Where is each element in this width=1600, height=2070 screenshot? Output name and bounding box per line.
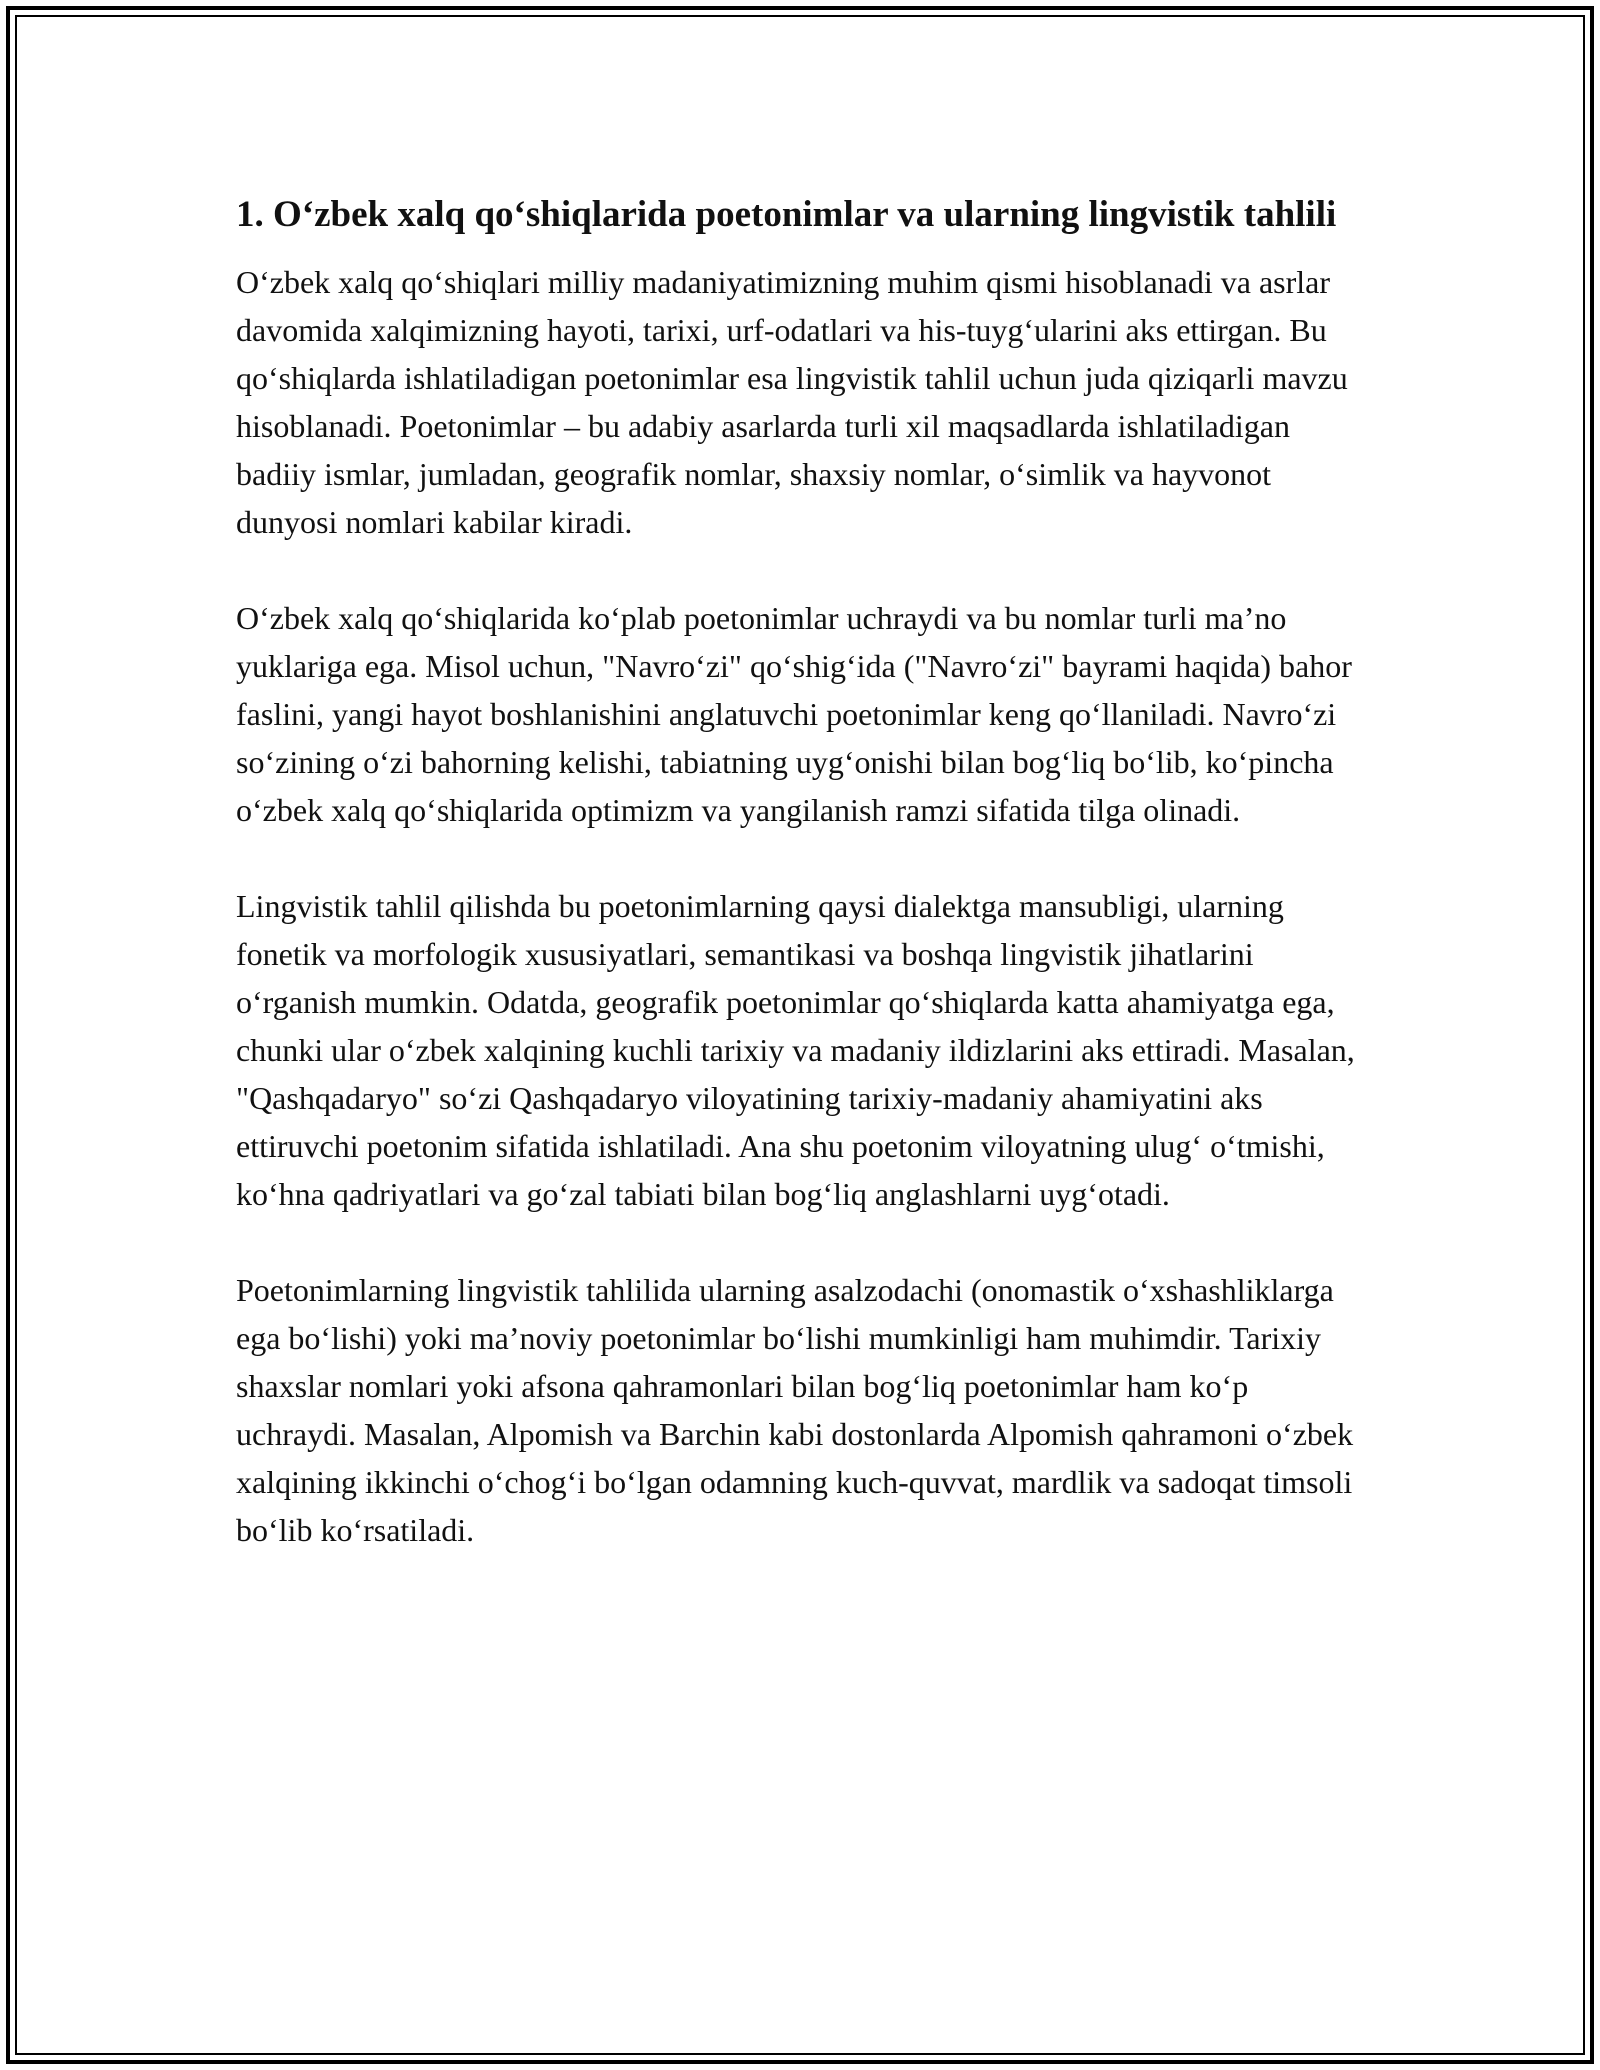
page-title: 1. O‘zbek xalq qo‘shiqlarida poetonimlar va ularning lingvistik tahlili [236,194,1337,235]
paragraph-3: Lingvistik tahlil qilishda bu poetonimlarning qaysi dialektga mansubligi, ularning fonetik va morfologik xususiyatlari, semantikasi va boshqa lingvistik jihatlarini o‘rganish mumkin. Odatda, geografik poetonimlar qo‘shiqlarda katta ahamiyatga ega, chunki ular o‘zbek xalqining kuchli tarixiy va madaniy ildizlarini aks ettiradi. Masalan, "Qashqadaryo" so‘zi Qashqadaryo viloyatining tarixiy-madaniy ahamiyatini aks ettiruvchi poetonim sifatida ishlatiladi. Ana shu poetonim viloyatning ulug‘ o‘tmishi, ko‘hna qadriyatlari va go‘zal tabiati bilan bog‘liq anglashlarni uyg‘otadi. [236,888,1355,1212]
paragraph-4: Poetonimlarning lingvistik tahlilida ularning asalzodachi (onomastik o‘xshashliklarga ega bo‘lishi) yoki ma’noviy poetonimlar bo‘lishi mumkinligi ham muhimdir. Tarixiy shaxslar nomlari yoki afsona qahramonlari bilan bog‘liq poetonimlar ham ko‘p uchraydi. Masalan, Alpomish va Barchin kabi dostonlarda Alpomish qahramoni o‘zbek xalqining ikkinchi o‘chog‘i bo‘lgan odamning kuch-quvvat, mardlik va sadoqat timsoli bo‘lib ko‘rsatiladi. [236,1272,1354,1548]
paragraph-2: O‘zbek xalq qo‘shiqlarida ko‘plab poetonimlar uchraydi va bu nomlar turli ma’no yuklariga ega. Misol uchun, "Navro‘zi" qo‘shig‘ida ("Navro‘zi" bayrami haqida) bahor faslini, yangi hayot boshlanishini anglatuvchi poetonimlar keng qo‘llaniladi. Navro‘zi so‘zining o‘zi bahorning kelishi, tabiatning uyg‘onishi bilan bog‘liq bo‘lib, ko‘pincha o‘zbek xalq qo‘shiqlarida optimizm va yangilanish ramzi sifatida tilga olinadi. [236,600,1352,828]
paragraph-1: O‘zbek xalq qo‘shiqlari milliy madaniyatimizning muhim qismi hisoblanadi va asrlar davomida xalqimizning hayoti, tarixi, urf-odatlari va his-tuyg‘ularini aks ettirgan. Bu qo‘shiqlarda ishlatiladigan poetonimlar esa lingvistik tahlil uchun juda qiziqarli mavzu hisoblanadi. Poetonimlar – bu adabiy asarlarda turli xil maqsadlarda ishlatiladigan badiiy ismlar, jumladan, geografik nomlar, shaxsiy nomlar, o‘simlik va hayvonot dunyosi nomlari kabilar kiradi. [236,264,1348,540]
document-page [236,188,1366,1554]
